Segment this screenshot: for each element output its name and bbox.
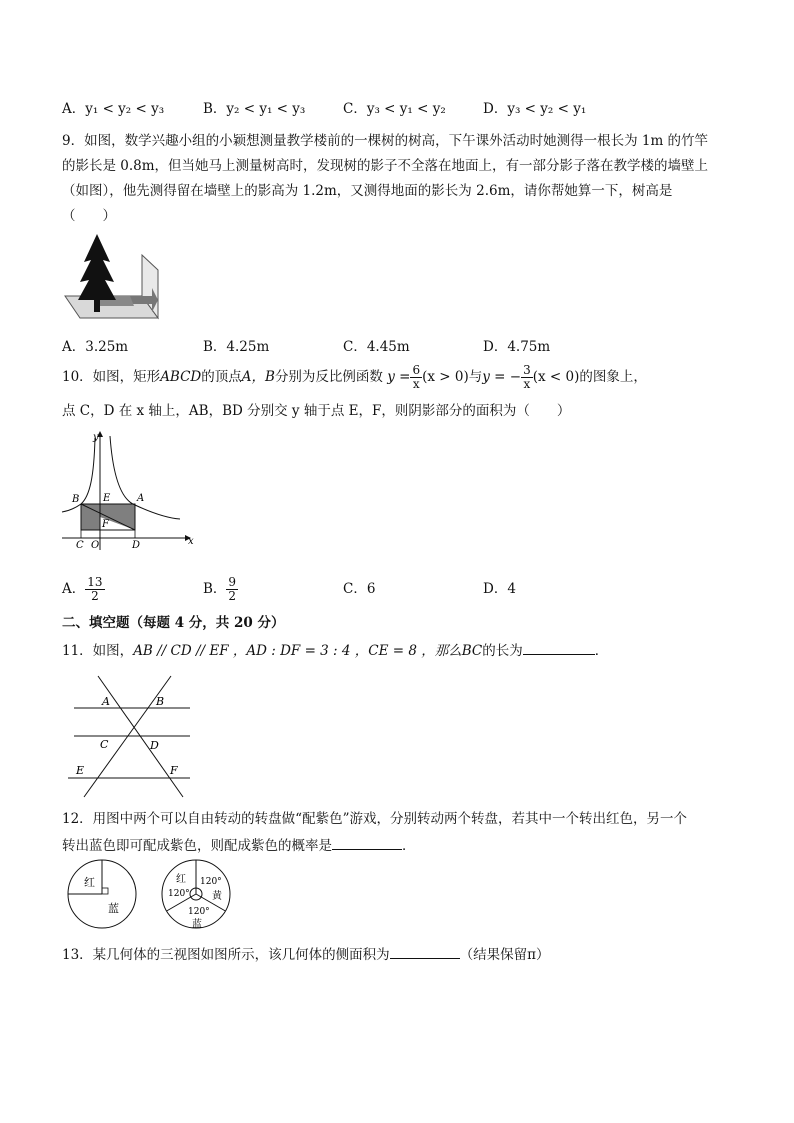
q10-graph-figure [62,428,202,552]
q11-label-f: F [170,764,178,777]
q10-label-b: B [72,494,80,505]
q10-option-b: B． $\frac{9}{2}$ [203,575,237,603]
q10-label-c: C [76,540,84,551]
wheel2-angle-3: 120° [188,907,210,917]
q9-line-2: 的影长是 0.8m，但当她马上测量树高时，发现树的影子不全落在地面上，有一部分影子落在教学楼的墙壁上 [62,158,709,174]
section-2-heading: 二、填空题（每题 4 分，共 20 分） [62,615,285,631]
q11-label-b: B [156,695,165,708]
q13-text: 13．某几何体的三视图如图所示，该几何体的侧面积为 （结果保留π） [62,944,550,964]
q10-line-2: 点 C，D 在 x 轴上，AB，BD 分别交 y 轴于点 E，F，则阴影部分的面积为（ ） [62,403,571,419]
wheel2-angle-1: 120° [168,889,190,899]
q10-label-f: F [102,519,109,530]
wheel1-blue-label: 蓝 [108,902,119,915]
q10-label-e: E [103,493,111,504]
q10-function-2: y = − $\frac{3}{x}$ (x < 0) [482,363,580,391]
q11-label-c: C [100,738,109,751]
q12-spinner-figure [62,856,242,936]
q9-option-b: B．4.25m [203,339,270,355]
q9-option-a: A．3.25m [62,339,129,355]
wheel2-blue-label: 蓝 [192,919,202,930]
q11-parallel-lines-figure [62,672,192,800]
q8-option-c: C．y₃ < y₁ < y₂ [343,101,446,117]
q10-label-o: O [91,540,100,551]
q9-option-d: D．4.75m [483,339,551,355]
q8-option-d: D．y₃ < y₂ < y₁ [483,101,587,117]
q10-label-x: x [188,536,194,547]
q8-option-b: B．y₂ < y₁ < y₃ [203,101,306,117]
q11-answer-blank[interactable] [523,640,595,655]
q10-label-a: A [137,493,145,504]
wheel2-red-label: 红 [176,874,186,885]
q10-label-d: D [132,540,141,551]
q9-line-3: （如图），他先测得留在墙壁上的影高为 1.2m，又测得地面的影长为 2.6m，请你帮她算一下，树高是 [62,183,673,199]
q11-label-e: E [76,764,85,777]
q12-line-1: 12．用图中两个可以自由转动的转盘做“配紫色”游戏，分别转动两个转盘，若其中一个转出红色，另一个 [62,811,687,827]
q9-line-4: （ ） [62,208,116,224]
q12-answer-blank[interactable] [332,835,402,850]
q10-line-1: 10．如图，矩形ABCD的顶点A，B分别为反比例函数 y = $\frac{6}{x}$ (x > 0)与y = − $\frac{3}{x}$ (x < 0)的图象上， [62,363,647,391]
q10-option-a: A． $\frac{13}{2}$ [62,575,103,603]
wheel2-angle-2: 120° [200,877,222,887]
q9-tree-shadow-figure [62,230,172,322]
wheel1-red-label: 红 [84,876,95,889]
q9-option-c: C．4.45m [343,339,410,355]
q11-text: 11．如图，AB // CD // EF ，AD : DF = 3 : 4 ，CE = 8 ，那么BC的长为 ． [62,640,608,660]
q10-option-d: D．4 [483,581,516,597]
q11-label-d: D [150,739,159,752]
q12-line-2: 转出蓝色即可配成紫色，则配成紫色的概率是 ． [62,835,416,855]
q8-option-a: A．y₁ < y₂ < y₃ [62,101,165,117]
q10-option-c: C．6 [343,581,376,597]
q11-label-a: A [102,695,110,708]
q13-answer-blank[interactable] [390,944,460,959]
q10-function-1: y = $\frac{6}{x}$ (x > 0) [387,363,469,391]
q10-label-y: y [93,432,99,443]
q9-line-1: 9．如图，数学兴趣小组的小颖想测量教学楼前的一棵树的树高，下午课外活动时她测得一根长为 1m 的竹竿 [62,133,709,149]
wheel2-yellow-label: 黄 [212,891,222,902]
